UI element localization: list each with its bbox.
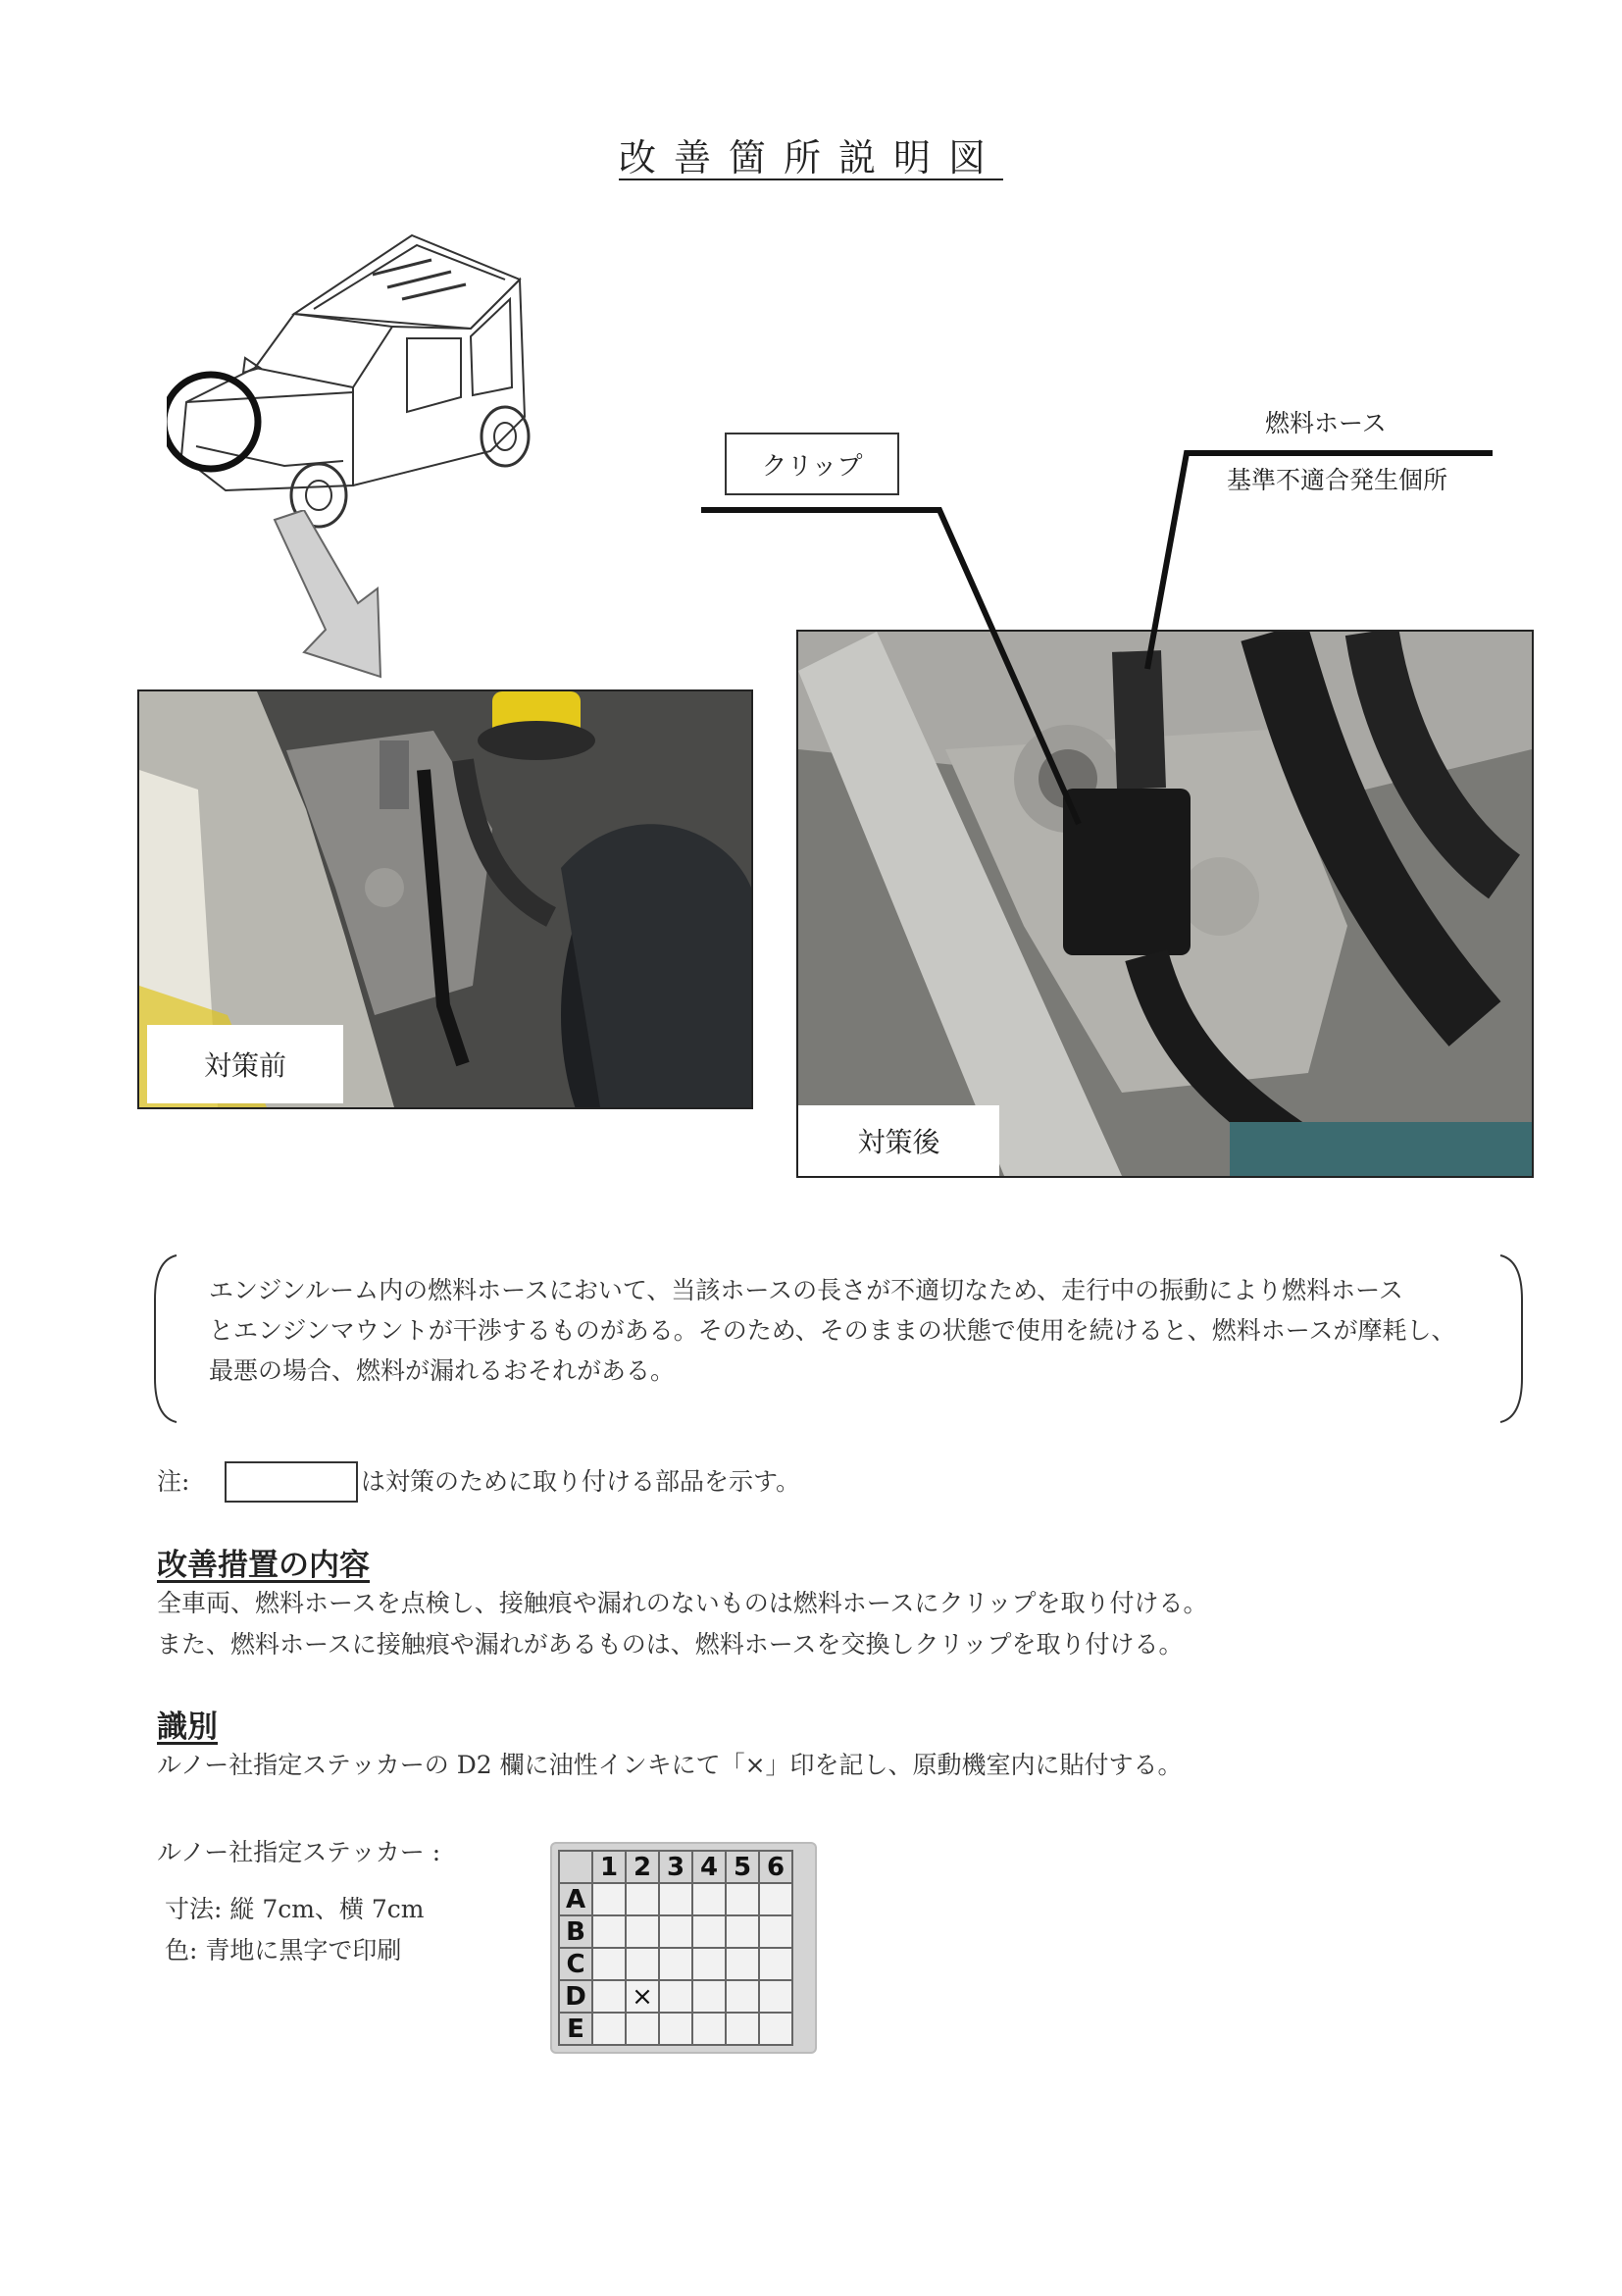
sticker-cell [592,1883,626,1915]
sticker-corner [559,1851,592,1883]
before-caption: 対策前 [147,1025,343,1103]
description-line: エンジンルーム内の燃料ホースにおいて、当該ホースの長さが不適切なため、走行中の振動により燃料ホース [209,1276,1403,1304]
sticker-row-header: D [559,1980,592,2013]
identification-heading: 識別 [157,1709,218,1745]
description-line: とエンジンマウントが干渉するものがある。そのため、そのままの状態で使用を続けると、燃料ホースが摩耗し、 [209,1316,1456,1345]
page-title: 改善箇所説明図 [618,136,1003,179]
sticker-cell [692,1915,726,1948]
sticker-mark: × [626,1980,659,2013]
sticker-column-header: 5 [726,1851,759,1883]
pointer-arrow-icon [265,510,392,682]
sticker-cell [759,1948,792,1980]
sticker-cell [726,1915,759,1948]
sticker-column-header: 2 [626,1851,659,1883]
nonconformity-location-label: 基準不適合発生個所 [1227,466,1448,494]
sticker-cell [726,1980,759,2013]
sticker-cell [592,1980,626,2013]
vehicle-illustration [167,221,559,535]
sticker-cell [626,1883,659,1915]
sticker-row-header: A [559,1883,592,1915]
note-text: は対策のために取り付ける部品を示す。 [361,1467,801,1496]
sticker-cell [692,2013,726,2045]
sticker-column-header: 6 [759,1851,792,1883]
sticker-cell [659,1883,692,1915]
sticker-row-header: E [559,2013,592,2045]
clip-leader-line [686,490,1098,834]
sticker-column-header: 1 [592,1851,626,1883]
remedy-heading: 改善措置の内容 [157,1548,370,1583]
sticker-cell [726,2013,759,2045]
remedy-text [157,1583,1208,1665]
note-legend-box [225,1461,358,1503]
sticker-cell [626,2013,659,2045]
clip-label: クリップ [725,433,899,495]
sticker-color: 色: 青地に黒字で印刷 [165,1936,402,1964]
sticker-cell [659,1980,692,2013]
sticker-cell [726,1948,759,1980]
sticker-column-header: 3 [659,1851,692,1883]
sticker-cell [759,1980,792,2013]
renault-sticker [552,1844,815,2052]
fuel-hose-leader-line [1128,441,1500,677]
sticker-cell [692,1883,726,1915]
note-prefix: 注: [157,1467,190,1496]
sticker-cell [592,1915,626,1948]
remedy-line: 全車両、燃料ホースを点検し、接触痕や漏れのないものは燃料ホースにクリップを取り付ける。 [157,1589,1208,1617]
sticker-cell [626,1948,659,1980]
fuel-hose-label: 燃料ホース [1265,409,1387,437]
description-text [209,1270,1503,1391]
sticker-cell [759,1915,792,1948]
sticker-cell [659,2013,692,2045]
sticker-size: 寸法: 縦 7cm、横 7cm [165,1895,425,1923]
sticker-column-header: 4 [692,1851,726,1883]
sticker-cell [759,1883,792,1915]
sticker-grid [558,1850,793,2046]
sticker-label: ルノー社指定ステッカー : [157,1838,441,1866]
after-caption: 対策後 [798,1105,999,1176]
sticker-cell [626,1915,659,1948]
sticker-cell [759,2013,792,2045]
sticker-row-header: C [559,1948,592,1980]
sticker-row-header: B [559,1915,592,1948]
sticker-cell [592,1948,626,1980]
description-line: 最悪の場合、燃料が漏れるおそれがある。 [209,1356,676,1385]
sticker-cell [726,1883,759,1915]
sticker-cell [692,1948,726,1980]
sticker-cell [592,2013,626,2045]
sticker-cell [659,1915,692,1948]
sticker-cell [659,1948,692,1980]
sticker-cell [692,1980,726,2013]
before-photo [137,689,753,1109]
remedy-line: また、燃料ホースに接触痕や漏れがあるものは、燃料ホースを交換しクリップを取り付ける。 [157,1630,1184,1658]
identification-text: ルノー社指定ステッカーの D2 欄に油性インキにて「×」印を記し、原動機室内に貼付する。 [157,1751,1183,1779]
